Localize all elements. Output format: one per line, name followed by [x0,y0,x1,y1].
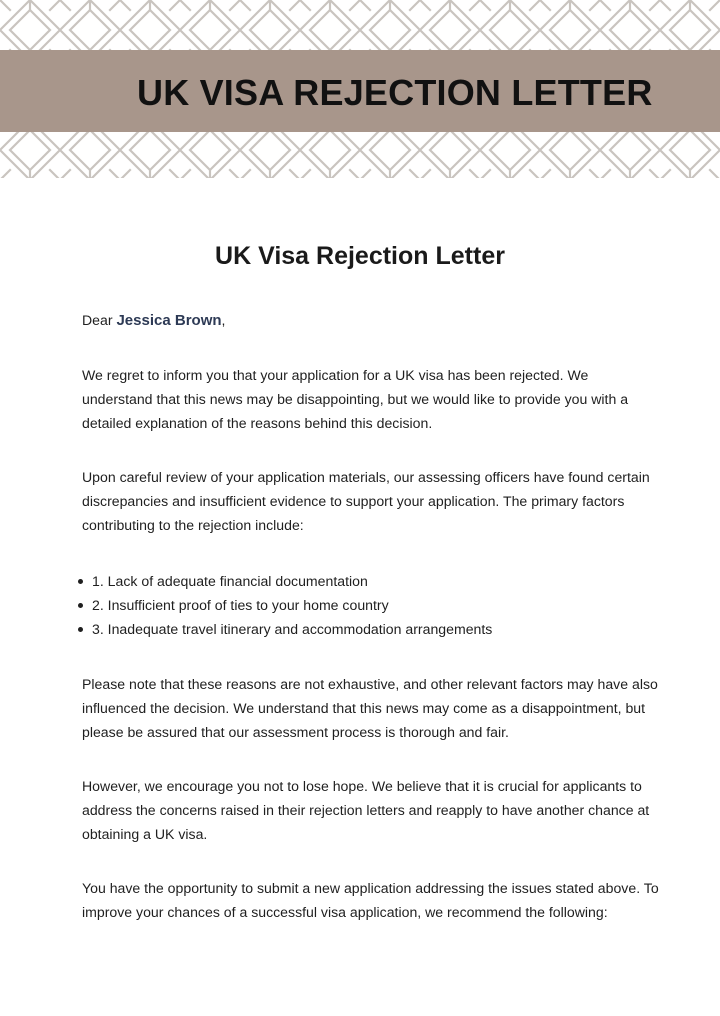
list-item: 1. Lack of adequate financial documentation [78,569,662,593]
paragraph-4: However, we encourage you not to lose hope. We believe that it is crucial for applicants to address the concerns raised in their rejection letters and reapply to have another chance at obtaining a UK visa. [82,778,650,842]
list-item: 3. Inadequate travel itinerary and accommodation arrangements [78,617,662,641]
recipient-name: Jessica Brown [116,312,222,329]
salutation [82,308,662,333]
paragraph-5: You have the opportunity to submit a new application addressing the issues stated above. To improve your chances of a successful visa application, we recommend the following: [82,880,659,920]
paragraph-3: Please note that these reasons are not exhaustive, and other relevant factors may have also influenced the decision. We understand that this news may come as a disappointment, but please be assured that our assessment process is thorough and fair. [82,676,658,740]
list-item: 2. Insufficient proof of ties to your home country [78,593,662,617]
paragraph-1: We regret to inform you that your application for a UK visa has been rejected. We understand that this news may be disappointing, but we would like to provide you with a detailed explanation of the reasons behind this decision. [82,367,629,431]
salutation-prefix: Dear [82,312,117,328]
paragraph-2: Upon careful review of your application materials, our assessing officers have found certain discrepancies and insufficient evidence to support your application. The primary factors contributing to the rejection include: [82,469,650,533]
letter-header [0,0,720,178]
salutation-suffix: , [221,312,226,328]
document-title: UK Visa Rejection Letter [215,242,505,270]
letter-body [82,308,662,924]
header-title: UK VISA REJECTION LETTER [137,72,653,113]
rejection-reasons-list [82,569,662,641]
